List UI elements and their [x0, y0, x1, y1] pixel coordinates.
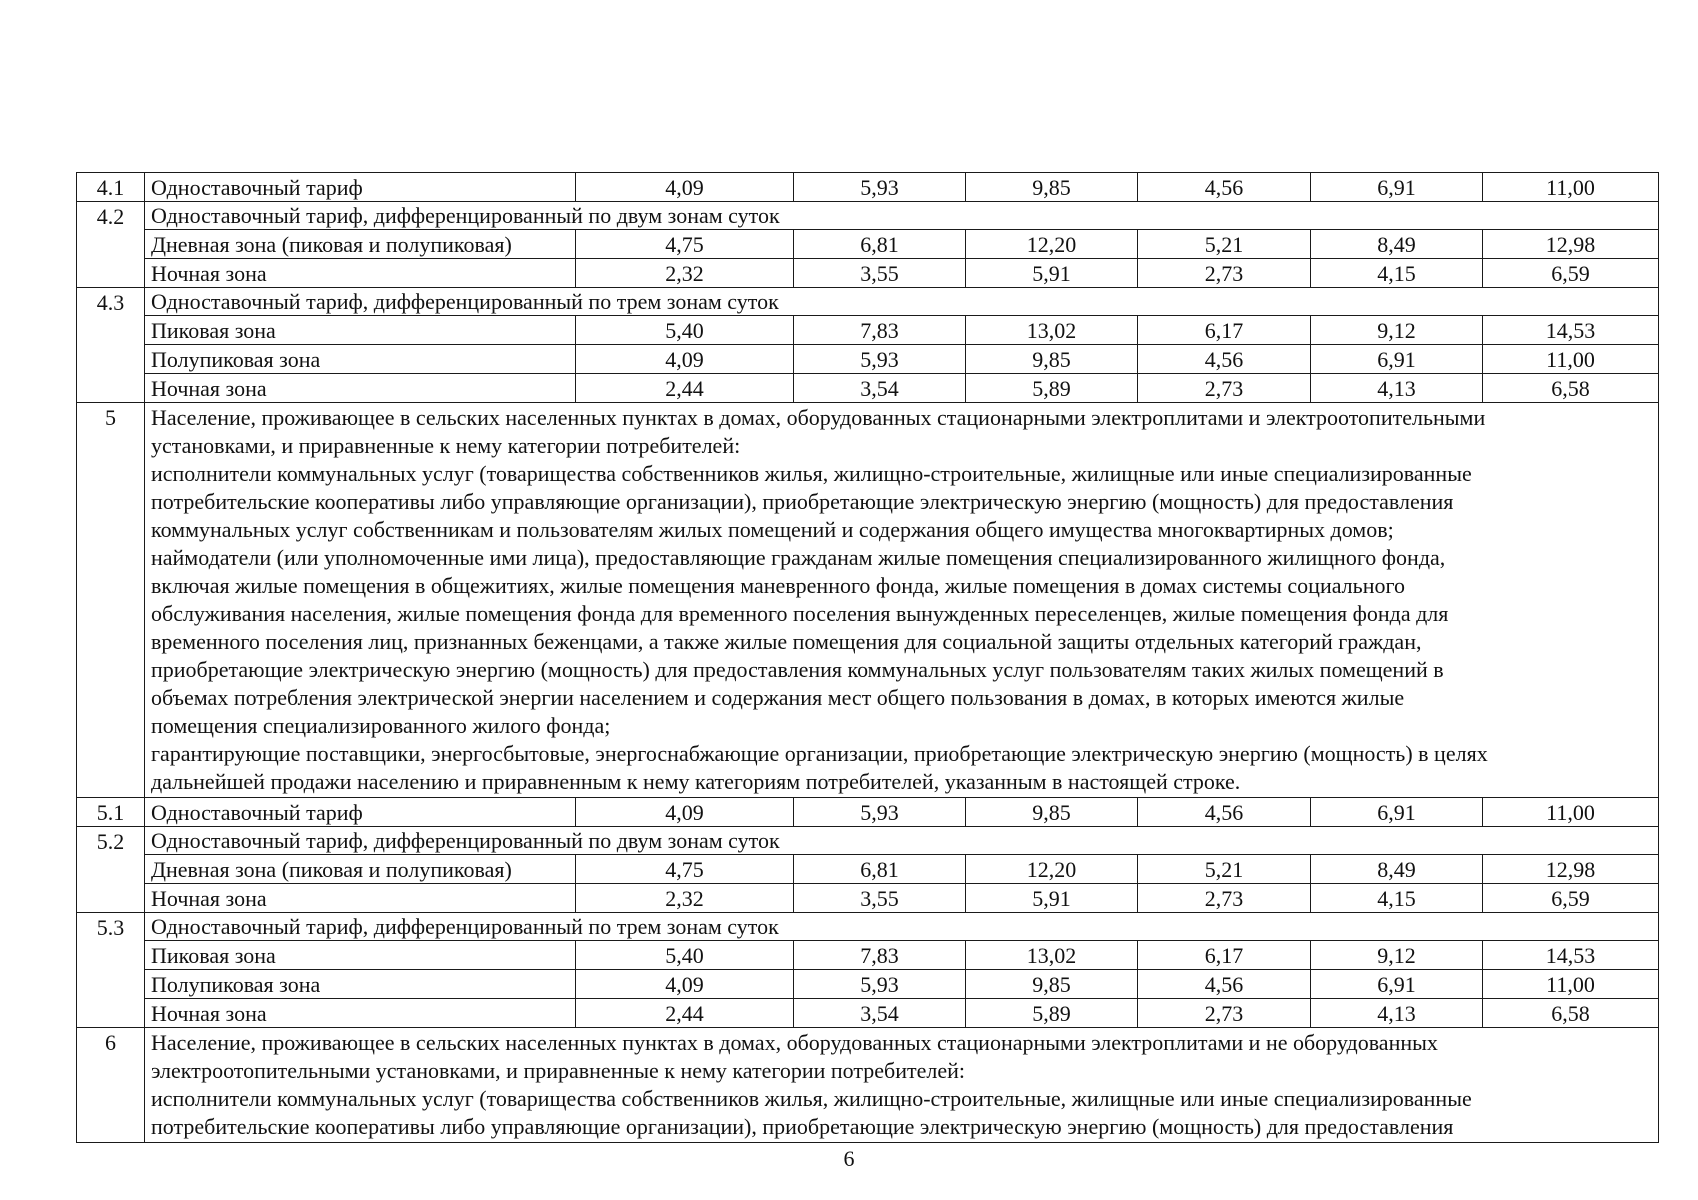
table-row: [77, 173, 1659, 202]
table-row: [77, 1028, 1659, 1143]
tariff-value-cell: 6,58: [1483, 374, 1659, 403]
tariff-value-cell: 5,93: [794, 798, 966, 827]
description-line: объемах потребления электрической энергии населением и содержания мест общего пользования в домах, в которых имеются жилые: [151, 685, 1405, 710]
tariff-name-cell: Дневная зона (пиковая и полупиковая): [145, 855, 576, 884]
tariff-value-cell: 4,56: [1138, 798, 1311, 827]
tariff-value-cell: 9,85: [966, 173, 1138, 202]
tariff-name-cell: Полупиковая зона: [145, 970, 576, 999]
tariff-value-cell: 12,98: [1483, 230, 1659, 259]
tariff-value-cell: 4,56: [1138, 173, 1311, 202]
tariff-value-cell: 5,21: [1138, 855, 1311, 884]
tariff-value-cell: 5,93: [794, 345, 966, 374]
tariff-value-cell: 5,89: [966, 999, 1138, 1028]
tariff-name-cell: Полупиковая зона: [145, 345, 576, 374]
description-line: потребительские кооперативы либо управляющие организации), приобретающие электрическую энергию (мощность) для предоставления: [151, 1114, 1454, 1139]
table-row: [77, 316, 1659, 345]
tariff-value-cell: 5,93: [794, 970, 966, 999]
tariff-value-cell: 2,73: [1138, 884, 1311, 913]
tariff-value-cell: 9,12: [1311, 941, 1483, 970]
consumer-description-cell: [145, 403, 1659, 798]
tariff-value-cell: 9,85: [966, 798, 1138, 827]
tariff-value-cell: 11,00: [1483, 345, 1659, 374]
description-line: исполнители коммунальных услуг (товарищества собственников жилья, жилищно-строительные, жилищные или иные специализированные: [151, 461, 1472, 486]
tariff-value-cell: 2,32: [576, 259, 794, 288]
row-code-cell: 6: [77, 1028, 145, 1143]
table-row: [77, 855, 1659, 884]
description-line: установками, и приравненные к нему категории потребителей:: [151, 433, 741, 458]
tariff-value-cell: 14,53: [1483, 316, 1659, 345]
tariff-value-cell: 2,73: [1138, 374, 1311, 403]
tariff-group-header-cell: Одноставочный тариф, дифференцированный по трем зонам суток: [145, 913, 1659, 941]
tariff-value-cell: 6,91: [1311, 173, 1483, 202]
tariff-value-cell: 13,02: [966, 941, 1138, 970]
tariff-value-cell: 3,54: [794, 999, 966, 1028]
tariff-value-cell: 6,59: [1483, 884, 1659, 913]
description-line: исполнители коммунальных услуг (товарищества собственников жилья, жилищно-строительные, жилищные или иные специализированные: [151, 1086, 1472, 1111]
tariff-value-cell: 7,83: [794, 941, 966, 970]
description-line: потребительские кооперативы либо управляющие организации), приобретающие электрическую энергию (мощность) для предоставления: [151, 489, 1454, 514]
tariff-group-header-cell: Одноставочный тариф, дифференцированный по двум зонам суток: [145, 827, 1659, 855]
row-code-cell: 5: [77, 403, 145, 798]
tariff-value-cell: 9,85: [966, 970, 1138, 999]
tariff-value-cell: 2,73: [1138, 259, 1311, 288]
tariff-value-cell: 4,56: [1138, 970, 1311, 999]
description-line: приобретающие электрическую энергию (мощность) для предоставления коммунальных услуг пользователям таких жилых помещений в: [151, 657, 1444, 682]
tariff-value-cell: 11,00: [1483, 173, 1659, 202]
tariff-value-cell: 11,00: [1483, 970, 1659, 999]
tariff-value-cell: 7,83: [794, 316, 966, 345]
tariff-value-cell: 6,91: [1311, 345, 1483, 374]
table-row: [77, 403, 1659, 798]
tariff-value-cell: 6,91: [1311, 970, 1483, 999]
tariff-value-cell: 4,15: [1311, 259, 1483, 288]
tariff-value-cell: 12,98: [1483, 855, 1659, 884]
tariff-value-cell: 2,44: [576, 999, 794, 1028]
table-row: [77, 345, 1659, 374]
table-row: [77, 970, 1659, 999]
description-line: дальнейшей продажи населению и приравненным к нему категориям потребителей, указанным в настоящей строке.: [151, 769, 1241, 794]
tariff-value-cell: 4,09: [576, 173, 794, 202]
description-line: наймодатели (или уполномоченные ими лица), предоставляющие гражданам жилые помещения специализированного жилищного фонда,: [151, 545, 1446, 570]
tariff-value-cell: 8,49: [1311, 230, 1483, 259]
tariff-value-cell: 5,91: [966, 259, 1138, 288]
tariff-value-cell: 9,12: [1311, 316, 1483, 345]
description-line: включая жилые помещения в общежитиях, жилые помещения маневренного фонда, жилые помещения в домах системы социального: [151, 573, 1405, 598]
description-line: электроотопительными установками, и приравненные к нему категории потребителей:: [151, 1058, 965, 1083]
tariff-group-header-cell: Одноставочный тариф, дифференцированный по двум зонам суток: [145, 202, 1659, 230]
tariff-value-cell: 4,09: [576, 798, 794, 827]
description-line: коммунальных услуг собственникам и пользователям жилых помещений и содержания общего имущества многоквартирных домов;: [151, 517, 1394, 542]
tariff-value-cell: 5,40: [576, 316, 794, 345]
tariff-value-cell: 4,09: [576, 970, 794, 999]
tariff-value-cell: 12,20: [966, 230, 1138, 259]
tariff-group-header-cell: Одноставочный тариф, дифференцированный по трем зонам суток: [145, 288, 1659, 316]
row-code-cell: 4.2: [77, 202, 145, 288]
tariff-value-cell: 5,89: [966, 374, 1138, 403]
tariff-value-cell: 4,15: [1311, 884, 1483, 913]
tariff-value-cell: 8,49: [1311, 855, 1483, 884]
table-row: [77, 259, 1659, 288]
row-code-cell: 4.3: [77, 288, 145, 403]
description-line: обслуживания населения, жилые помещения фонда для временного поселения вынужденных переселенцев, жилые помещения фонда для: [151, 601, 1449, 626]
table-row: [77, 798, 1659, 827]
table-row: [77, 202, 1659, 230]
tariff-name-cell: Ночная зона: [145, 374, 576, 403]
description-line: временного поселения лиц, признанных беженцами, а также жилые помещения для социальной защиты отдельных категорий граждан,: [151, 629, 1422, 654]
tariff-name-cell: Одноставочный тариф: [145, 173, 576, 202]
page-number: 6: [843, 1146, 855, 1171]
tariff-value-cell: 2,44: [576, 374, 794, 403]
table-row: [77, 827, 1659, 855]
tariff-value-cell: 4,13: [1311, 999, 1483, 1028]
tariff-value-cell: 3,55: [794, 259, 966, 288]
description-line: помещения специализированного жилого фонда;: [151, 713, 611, 738]
table-row: [77, 941, 1659, 970]
tariff-value-cell: 12,20: [966, 855, 1138, 884]
row-code-cell: 4.1: [77, 173, 145, 202]
tariff-value-cell: 6,17: [1138, 316, 1311, 345]
tariff-value-cell: 6,17: [1138, 941, 1311, 970]
tariff-value-cell: 4,75: [576, 230, 794, 259]
description-line: Население, проживающее в сельских населенных пунктах в домах, оборудованных стационарными электроплитами и не оборудованных: [151, 1030, 1438, 1055]
row-code-cell: 5.3: [77, 913, 145, 1028]
tariff-value-cell: 4,09: [576, 345, 794, 374]
table-row: [77, 230, 1659, 259]
tariff-name-cell: Ночная зона: [145, 999, 576, 1028]
tariff-value-cell: 14,53: [1483, 941, 1659, 970]
tariff-value-cell: 3,54: [794, 374, 966, 403]
tariff-value-cell: 5,21: [1138, 230, 1311, 259]
table-row: [77, 999, 1659, 1028]
tariff-value-cell: 6,81: [794, 230, 966, 259]
row-code-cell: 5.1: [77, 798, 145, 827]
table-row: [77, 913, 1659, 941]
tariff-name-cell: Пиковая зона: [145, 941, 576, 970]
table-row: [77, 374, 1659, 403]
tariff-value-cell: 9,85: [966, 345, 1138, 374]
tariff-value-cell: 5,91: [966, 884, 1138, 913]
tariff-value-cell: 6,81: [794, 855, 966, 884]
row-code-cell: 5.2: [77, 827, 145, 913]
tariff-value-cell: 2,32: [576, 884, 794, 913]
tariff-value-cell: 6,58: [1483, 999, 1659, 1028]
tariff-value-cell: 6,91: [1311, 798, 1483, 827]
tariff-value-cell: 4,13: [1311, 374, 1483, 403]
tariff-name-cell: Ночная зона: [145, 259, 576, 288]
tariff-name-cell: Ночная зона: [145, 884, 576, 913]
description-line: гарантирующие поставщики, энергосбытовые, энергоснабжающие организации, приобретающие электрическую энергию (мощность) в целях: [151, 741, 1488, 766]
tariff-table: [76, 172, 1659, 1143]
tariff-value-cell: 3,55: [794, 884, 966, 913]
tariff-value-cell: 13,02: [966, 316, 1138, 345]
table-row: [77, 288, 1659, 316]
tariff-name-cell: Одноставочный тариф: [145, 798, 576, 827]
table-row: [77, 884, 1659, 913]
tariff-value-cell: 4,56: [1138, 345, 1311, 374]
consumer-description-cell: [145, 1028, 1659, 1143]
tariff-value-cell: 5,40: [576, 941, 794, 970]
description-line: Население, проживающее в сельских населенных пунктах в домах, оборудованных стационарными электроплитами и электроотопительными: [151, 405, 1486, 430]
tariff-value-cell: 5,93: [794, 173, 966, 202]
tariff-table-body: [77, 173, 1659, 1143]
tariff-value-cell: 4,75: [576, 855, 794, 884]
tariff-value-cell: 6,59: [1483, 259, 1659, 288]
tariff-value-cell: 11,00: [1483, 798, 1659, 827]
tariff-name-cell: Пиковая зона: [145, 316, 576, 345]
tariff-value-cell: 2,73: [1138, 999, 1311, 1028]
tariff-name-cell: Дневная зона (пиковая и полупиковая): [145, 230, 576, 259]
